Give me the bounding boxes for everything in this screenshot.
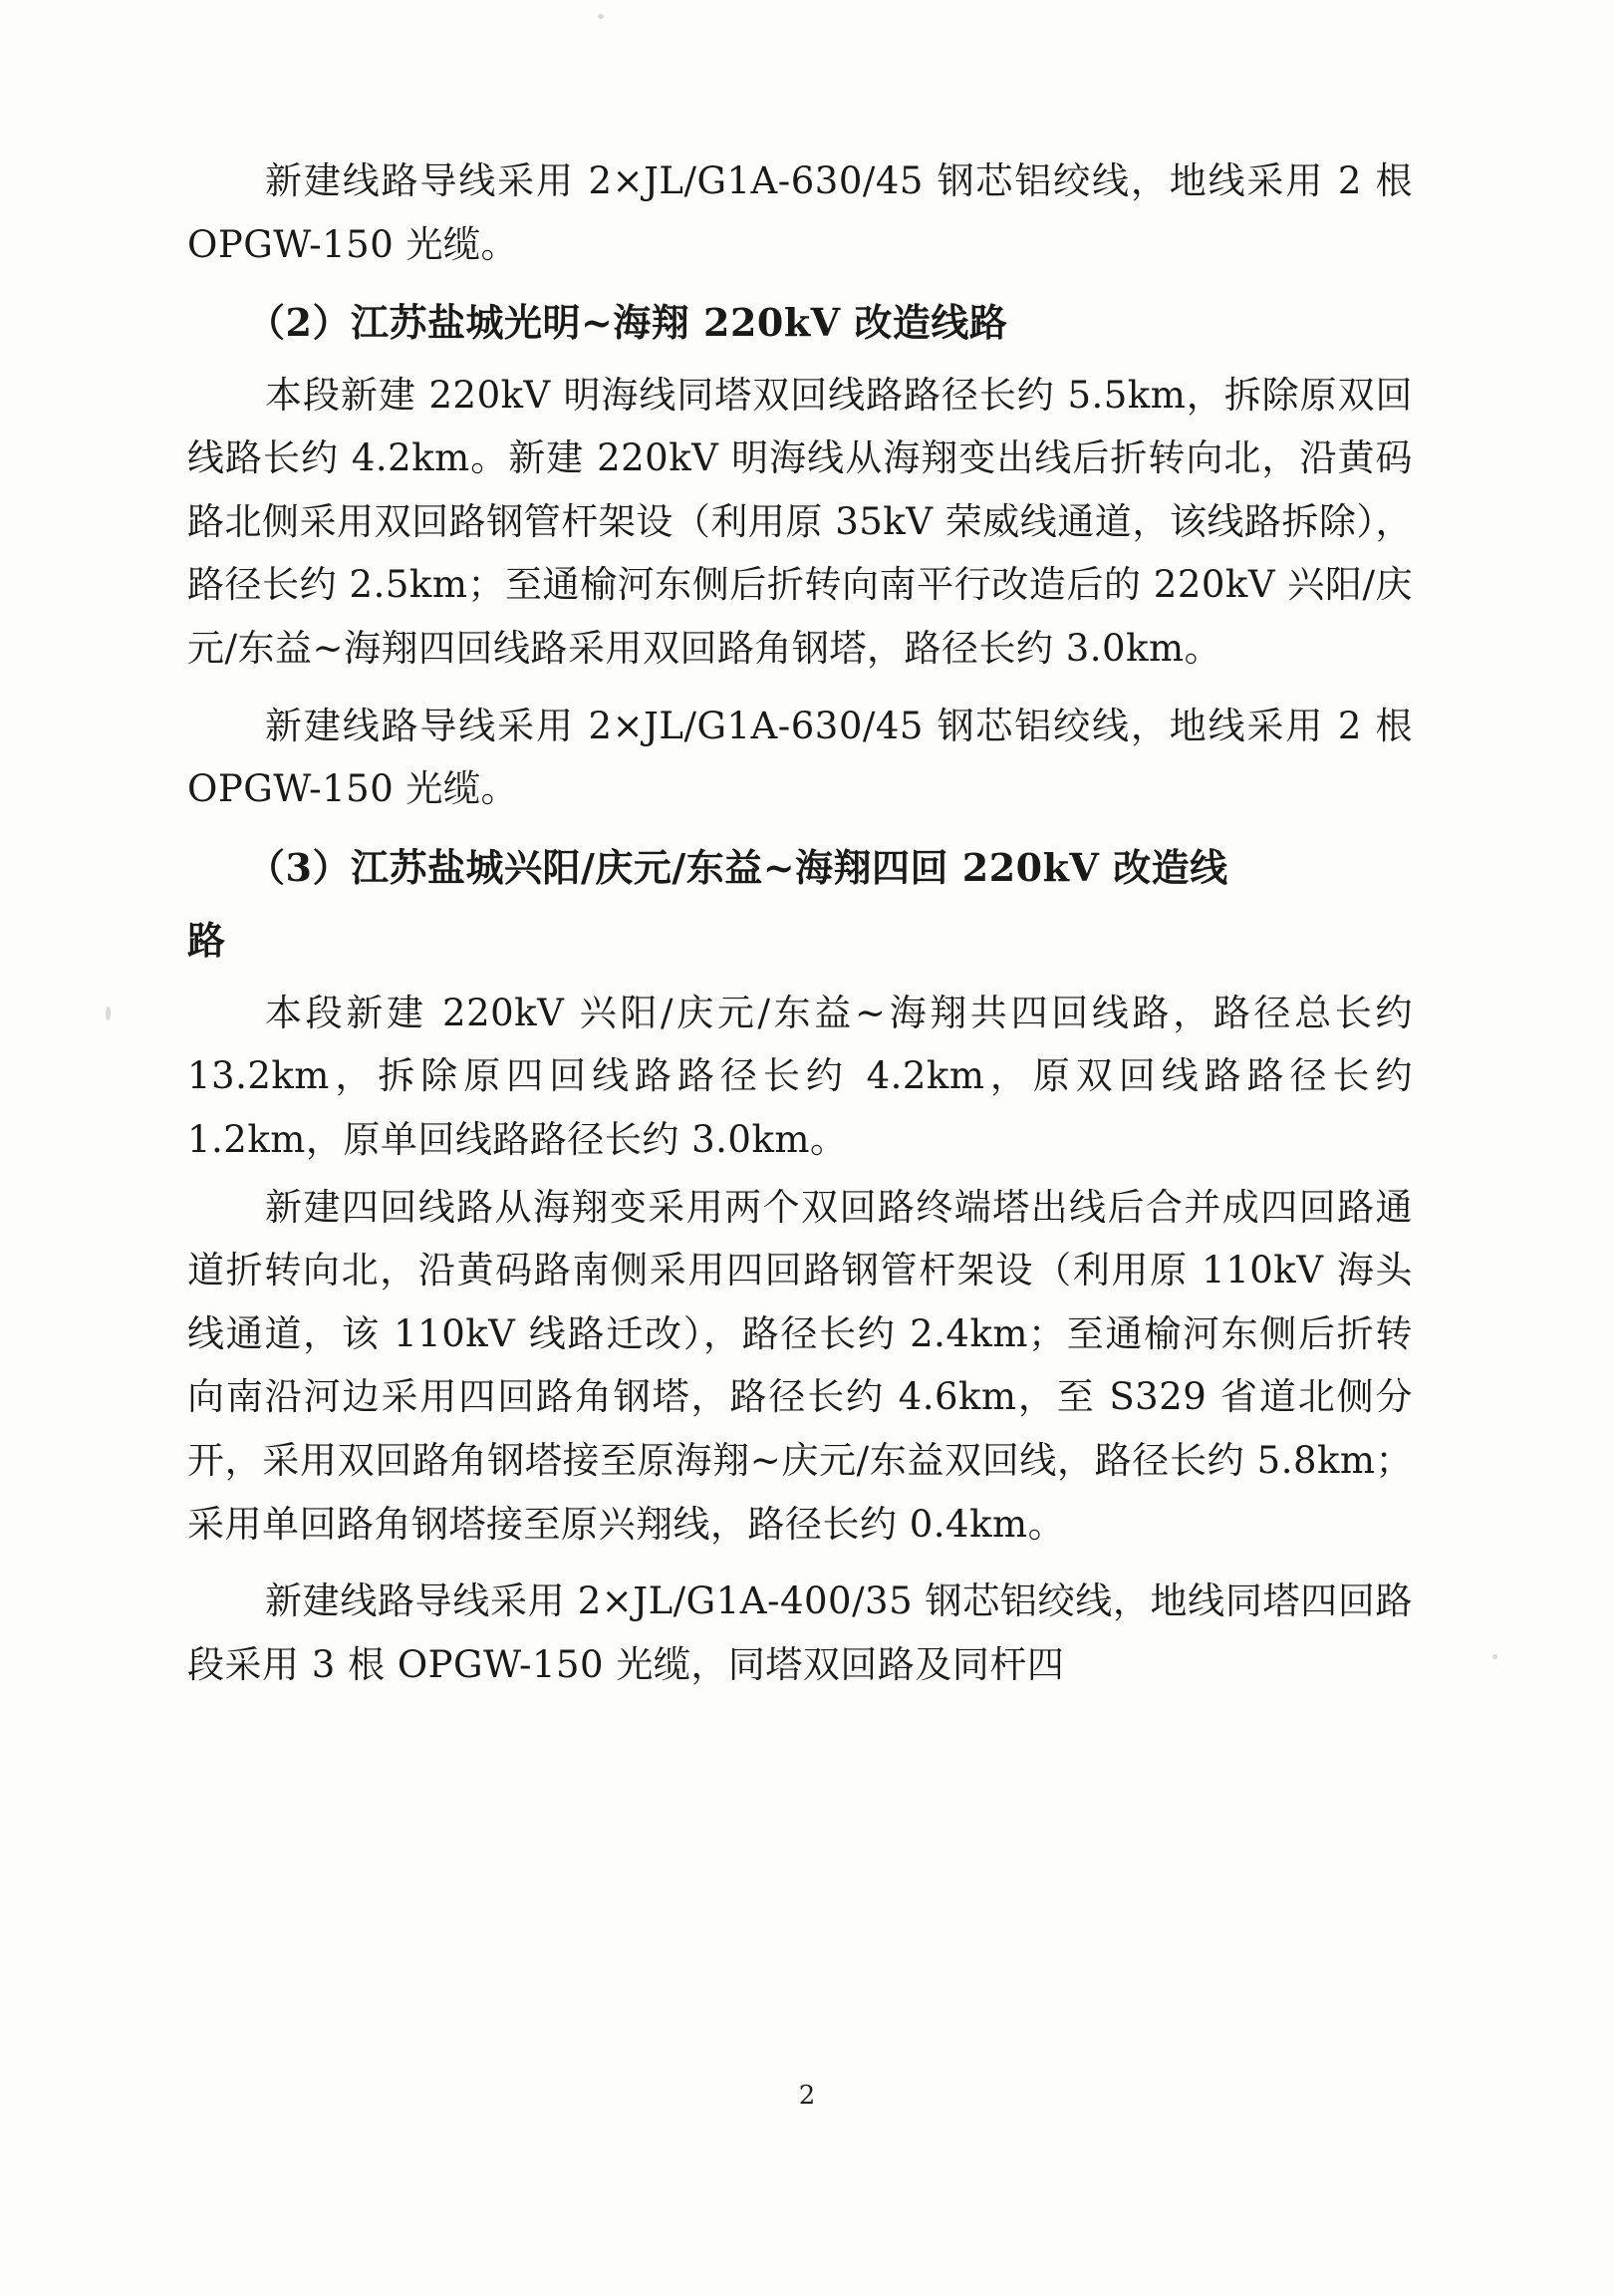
- heading-section-3: （3）江苏盐城兴阳/庆元/东益~海翔四回 220kV 改造线: [247, 844, 1228, 890]
- paragraph-conductor-spec-3: 新建线路导线采用 2×JL/G1A-400/35 钢芯铝绞线，地线同塔四回路段采用 3 根 OPGW-150 光缆，同塔双回路及同杆四: [187, 1579, 1413, 1686]
- scan-speck: [598, 14, 604, 19]
- block-conductor-spec-2: [187, 695, 1413, 821]
- heading-section-3-continued: 路: [187, 918, 226, 964]
- paragraph-section-2-body: 本段新建 220kV 明海线同塔双回线路路径长约 5.5km，拆除原双回线路长约 4.2km。新建 220kV 明海线从海翔变出线后折转向北，沿黄码路北侧采用双回路钢管杆架设（利用原 35kV 荣威线通道，该线路拆除），路径长约 2.5km；至通榆河东侧后折转向南平行改造后的 220kV 兴阳/庆元/东益~海翔四回线路采用双回路角钢塔，路径长约 3.0km。: [187, 373, 1413, 671]
- paragraph-conductor-spec-1: 新建线路导线采用 2×JL/G1A-630/45 钢芯铝绞线，地线采用 2 根 OPGW-150 光缆。: [187, 159, 1413, 266]
- heading-section-2: （2）江苏盐城光明~海翔 220kV 改造线路: [247, 300, 1008, 346]
- block-conductor-spec-1: [187, 149, 1413, 276]
- paragraph-conductor-spec-2: 新建线路导线采用 2×JL/G1A-630/45 钢芯铝绞线，地线采用 2 根 OPGW-150 光缆。: [187, 704, 1413, 811]
- scan-speck: [106, 1006, 111, 1020]
- block-section-3: [187, 835, 1413, 1556]
- page-content: [187, 149, 1413, 1711]
- block-section-2: [187, 290, 1413, 680]
- page-number: 2: [798, 2081, 816, 2111]
- paragraph-section-3-body-2: 新建四回线路从海翔变采用两个双回路终端塔出线后合并成四回路通道折转向北，沿黄码路南侧采用四回路钢管杆架设（利用原 110kV 海头线通道，该 110kV 线路迁改），路径长约 2.4km；至通榆河东侧后折转向南沿河边采用四回路角钢塔，路径长约 4.6km，至 S329 省道北侧分开，采用双回路角钢塔接至原海翔~庆元/东益双回线，路径长约 5.8km；采用单回路角钢塔接至原兴翔线，路径长约 0.4km。: [187, 1185, 1413, 1546]
- scan-speck: [1492, 1654, 1497, 1659]
- block-conductor-spec-3: [187, 1570, 1413, 1696]
- paragraph-section-3-body-1: 本段新建 220kV 兴阳/庆元/东益~海翔共四回线路，路径总长约 13.2km，拆除原四回线路路径长约 4.2km，原双回线路路径长约 1.2km，原单回线路路径长约 3.0km。: [187, 991, 1413, 1161]
